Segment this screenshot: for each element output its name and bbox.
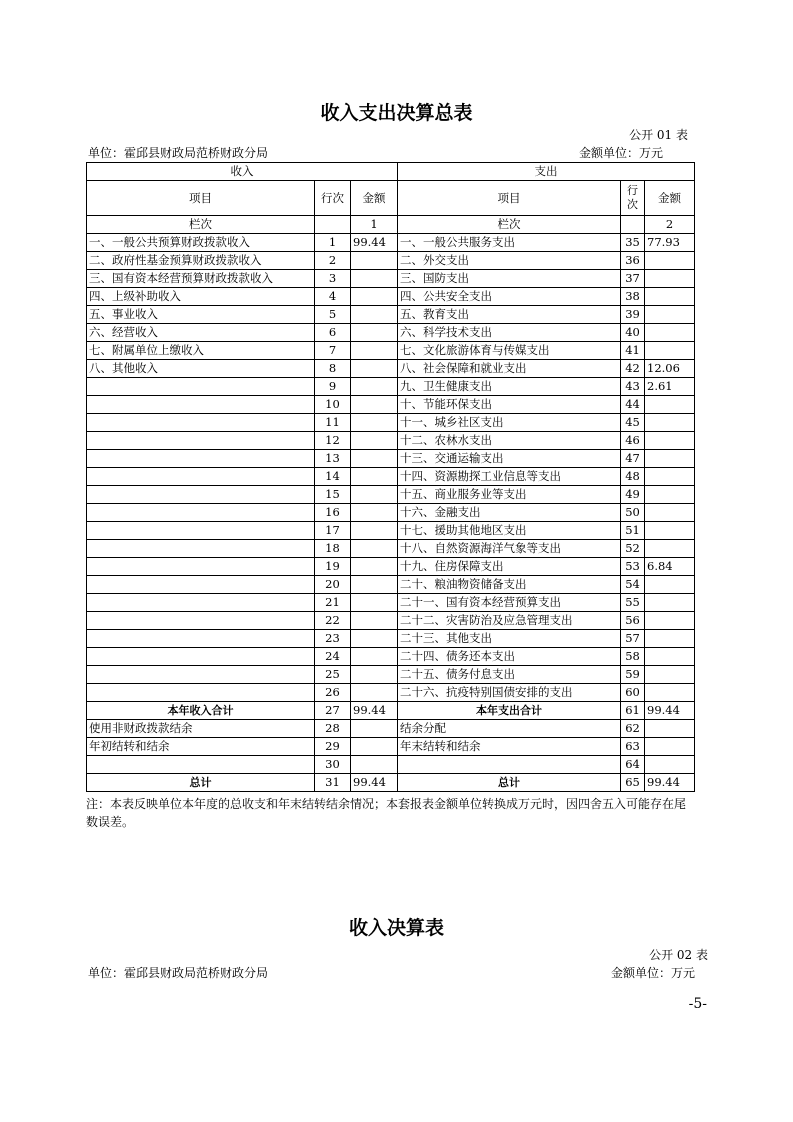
income-item-cell [87,504,315,522]
expense-amount-cell [645,270,695,288]
expense-amount-cell: 99.44 [645,774,695,792]
expense-amount-cell [645,486,695,504]
income-item-cell: 六、经营收入 [87,324,315,342]
income-row-number: 4 [315,288,351,306]
income-row-number: 27 [315,702,351,720]
table-row [87,486,695,504]
table-row [87,630,695,648]
income-amount-cell [351,594,398,612]
expense-item-cell: 二十、粮油物资储备支出 [398,576,621,594]
income-row-number: 16 [315,504,351,522]
expense-amount-header: 金额 [645,181,695,216]
income-row-number: 22 [315,612,351,630]
income-expense-summary-table [86,162,695,792]
income-amount-cell [351,252,398,270]
income-amount-header: 金额 [351,181,398,216]
expense-item-cell [398,756,621,774]
income-amount-cell: 99.44 [351,774,398,792]
table-row [87,450,695,468]
expense-item-cell: 三、国防支出 [398,270,621,288]
expense-row-number: 59 [621,666,645,684]
expense-amount-cell [645,504,695,522]
expense-item-cell: 十四、资源勘探工业信息等支出 [398,468,621,486]
expense-row-number: 64 [621,756,645,774]
expense-row-header: 行次 [621,181,645,216]
income-amount-cell [351,486,398,504]
income-amount-cell [351,432,398,450]
income-item-cell: 二、政府性基金预算财政拨款收入 [87,252,315,270]
income-amount-cell: 99.44 [351,234,398,252]
expense-item-cell: 十九、住房保障支出 [398,558,621,576]
income-row-number: 2 [315,252,351,270]
income-amount-cell [351,306,398,324]
table-row [87,774,695,792]
income-item-cell [87,594,315,612]
expense-row-number: 62 [621,720,645,738]
income-item-cell: 八、其他收入 [87,360,315,378]
page-number: -5- [688,996,707,1012]
table-row [87,648,695,666]
expense-item-cell: 二、外交支出 [398,252,621,270]
expense-row-number: 51 [621,522,645,540]
expense-amount-cell [645,468,695,486]
expense-amount-cell: 77.93 [645,234,695,252]
expense-item-cell: 九、卫生健康支出 [398,378,621,396]
expense-item-header: 项目 [398,181,621,216]
income-row-number: 1 [315,234,351,252]
income-amount-cell [351,360,398,378]
expense-item-cell: 总计 [398,774,621,792]
expense-header: 支出 [398,163,695,181]
expense-amount-cell [645,324,695,342]
income-amount-cell [351,342,398,360]
income-item-cell [87,630,315,648]
expense-row-number: 37 [621,270,645,288]
income-amount-cell [351,558,398,576]
income-amount-cell [351,576,398,594]
income-amount-cell [351,450,398,468]
expense-amount-cell [645,540,695,558]
expense-amount-cell [645,684,695,702]
table-row [87,414,695,432]
expense-amount-cell [645,306,695,324]
expense-row-number: 63 [621,738,645,756]
expense-item-cell: 十七、援助其他地区支出 [398,522,621,540]
income-row-number: 12 [315,432,351,450]
table-row [87,720,695,738]
income-row-number: 21 [315,594,351,612]
expense-amount-cell [645,576,695,594]
income-amount-cell [351,378,398,396]
income-amount-cell [351,396,398,414]
expense-amount-cell [645,630,695,648]
expense-amount-cell [645,396,695,414]
table2-title: 收入决算表 [348,917,444,939]
income-amount-cell [351,666,398,684]
table-row [87,612,695,630]
income-item-cell [87,756,315,774]
income-item-cell [87,414,315,432]
expense-row-number: 52 [621,540,645,558]
table-row [87,666,695,684]
table-row [87,756,695,774]
expense-row-number: 47 [621,450,645,468]
expense-amount-cell: 6.84 [645,558,695,576]
table2-unit: 单位：霍邱县财政局范桥财政分局 [88,966,269,980]
expense-row-number: 57 [621,630,645,648]
table-row [87,342,695,360]
income-row-number: 24 [315,648,351,666]
income-item-cell: 四、上级补助收入 [87,288,315,306]
expense-amount-cell [645,342,695,360]
income-amount-cell [351,738,398,756]
income-row-number: 23 [315,630,351,648]
expense-row-number: 35 [621,234,645,252]
expense-amount-cell [645,666,695,684]
expense-item-cell: 二十一、国有资本经营预算支出 [398,594,621,612]
table-note: 注：本表反映单位本年度的总收支和年末结转结余情况；本套报表金额单位转换成万元时，因四舍五入可能存在尾数误差。 [86,797,687,829]
table-row [87,684,695,702]
income-row-number: 25 [315,666,351,684]
expense-row-number: 39 [621,306,645,324]
income-amount-cell [351,720,398,738]
expense-item-cell: 一、一般公共服务支出 [398,234,621,252]
expense-row-number: 43 [621,378,645,396]
table-row [87,378,695,396]
income-row-number: 6 [315,324,351,342]
income-item-cell [87,612,315,630]
expense-item-cell: 六、科学技术支出 [398,324,621,342]
income-item-cell: 七、附属单位上缴收入 [87,342,315,360]
table-row [87,540,695,558]
table-row [87,576,695,594]
income-item-cell: 总计 [87,774,315,792]
income-row-number: 8 [315,360,351,378]
table-row [87,270,695,288]
expense-item-cell: 四、公共安全支出 [398,288,621,306]
table-row [87,324,695,342]
expense-row-number: 48 [621,468,645,486]
expense-amount-cell [645,450,695,468]
expense-row-number: 55 [621,594,645,612]
income-row-header: 行次 [315,181,351,216]
income-item-header: 项目 [87,181,315,216]
expense-item-cell: 七、文化旅游体育与传媒支出 [398,342,621,360]
expense-amount-cell: 99.44 [645,702,695,720]
expense-item-cell: 二十六、抗疫特别国债安排的支出 [398,684,621,702]
income-item-cell [87,684,315,702]
table-row [87,504,695,522]
table-row [87,234,695,252]
table-row [87,738,695,756]
expense-row-number: 61 [621,702,645,720]
table-row [87,558,695,576]
income-row-number: 20 [315,576,351,594]
income-row-number: 10 [315,396,351,414]
income-amount-cell [351,684,398,702]
income-item-cell [87,648,315,666]
table-row [87,594,695,612]
income-item-cell [87,522,315,540]
table-row [87,468,695,486]
income-amount-cell [351,756,398,774]
table-row [87,252,695,270]
table-row [87,522,695,540]
income-row-number: 13 [315,450,351,468]
income-row-number: 7 [315,342,351,360]
income-amount-cell [351,648,398,666]
expense-amount-cell [645,738,695,756]
expense-item-cell: 二十三、其他支出 [398,630,621,648]
expense-amount-cell [645,414,695,432]
table1-unit: 单位：霍邱县财政局范桥财政分局 [88,146,269,160]
income-row-number: 11 [315,414,351,432]
income-row-number: 17 [315,522,351,540]
expense-amount-cell [645,648,695,666]
expense-item-cell: 十八、自然资源海洋气象等支出 [398,540,621,558]
expense-item-cell: 本年支出合计 [398,702,621,720]
expense-lanci-label: 栏次 [398,216,621,234]
table1-currency: 金额单位：万元 [578,146,663,160]
table1-code: 公开 01 表 [629,128,688,142]
income-item-cell: 使用非财政拨款结余 [87,720,315,738]
expense-item-cell: 十一、城乡社区支出 [398,414,621,432]
income-amount-cell [351,468,398,486]
expense-row-number: 44 [621,396,645,414]
expense-item-cell: 十六、金融支出 [398,504,621,522]
expense-item-cell: 十五、商业服务业等支出 [398,486,621,504]
table-row [87,306,695,324]
income-row-number: 31 [315,774,351,792]
expense-row-number: 49 [621,486,645,504]
income-item-cell [87,378,315,396]
income-row-number: 14 [315,468,351,486]
income-row-number: 18 [315,540,351,558]
expense-amount-cell: 12.06 [645,360,695,378]
expense-item-cell: 年末结转和结余 [398,738,621,756]
income-item-cell [87,558,315,576]
expense-row-number: 46 [621,432,645,450]
table1-title: 收入支出决算总表 [320,102,473,124]
income-amount-cell [351,270,398,288]
income-item-cell [87,450,315,468]
expense-row-number: 60 [621,684,645,702]
expense-amount-cell [645,432,695,450]
table-row [87,702,695,720]
income-row-number: 3 [315,270,351,288]
income-item-cell: 一、一般公共预算财政拨款收入 [87,234,315,252]
income-row-number: 15 [315,486,351,504]
table-row [87,396,695,414]
income-header: 收入 [87,163,398,181]
income-lanci-label: 栏次 [87,216,315,234]
income-item-cell: 本年收入合计 [87,702,315,720]
expense-row-number: 38 [621,288,645,306]
income-item-cell [87,576,315,594]
income-item-cell [87,540,315,558]
expense-row-number: 42 [621,360,645,378]
income-item-cell: 年初结转和结余 [87,738,315,756]
expense-item-cell: 八、社会保障和就业支出 [398,360,621,378]
expense-row-number: 40 [621,324,645,342]
expense-row-number: 53 [621,558,645,576]
income-amount-cell [351,504,398,522]
expense-amount-cell [645,612,695,630]
income-amount-cell [351,540,398,558]
income-row-number: 30 [315,756,351,774]
expense-row-number: 56 [621,612,645,630]
income-amount-cell [351,612,398,630]
expense-amount-cell [645,720,695,738]
expense-item-cell: 二十五、债务付息支出 [398,666,621,684]
income-item-cell: 五、事业收入 [87,306,315,324]
table2-code: 公开 02 表 [649,948,708,962]
expense-item-cell: 二十二、灾害防治及应急管理支出 [398,612,621,630]
table2-currency: 金额单位：万元 [610,966,695,980]
expense-item-cell: 十二、农林水支出 [398,432,621,450]
income-amount-cell [351,288,398,306]
table-row [87,432,695,450]
income-item-cell [87,396,315,414]
income-row-number: 28 [315,720,351,738]
expense-column-number: 2 [645,216,695,234]
income-item-cell: 三、国有资本经营预算财政拨款收入 [87,270,315,288]
expense-item-cell: 五、教育支出 [398,306,621,324]
expense-row-number: 36 [621,252,645,270]
expense-row-number: 58 [621,648,645,666]
expense-row-number: 54 [621,576,645,594]
income-amount-cell [351,414,398,432]
expense-amount-cell: 2.61 [645,378,695,396]
income-row-number: 9 [315,378,351,396]
income-amount-cell: 99.44 [351,702,398,720]
income-row-number: 5 [315,306,351,324]
expense-row-number: 45 [621,414,645,432]
expense-item-cell: 二十四、债务还本支出 [398,648,621,666]
income-amount-cell [351,630,398,648]
table-row [87,360,695,378]
income-row-number: 29 [315,738,351,756]
income-row-number: 26 [315,684,351,702]
income-amount-cell [351,324,398,342]
expense-amount-cell [645,522,695,540]
income-item-cell [87,486,315,504]
income-item-cell [87,432,315,450]
table-row [87,288,695,306]
expense-item-cell: 十三、交通运输支出 [398,450,621,468]
expense-amount-cell [645,594,695,612]
expense-row-number: 41 [621,342,645,360]
expense-row-number: 65 [621,774,645,792]
income-amount-cell [351,522,398,540]
expense-amount-cell [645,756,695,774]
income-item-cell [87,666,315,684]
expense-amount-cell [645,252,695,270]
expense-row-number: 50 [621,504,645,522]
expense-item-cell: 结余分配 [398,720,621,738]
income-item-cell [87,468,315,486]
income-column-number: 1 [351,216,398,234]
expense-item-cell: 十、节能环保支出 [398,396,621,414]
expense-amount-cell [645,288,695,306]
income-row-number: 19 [315,558,351,576]
